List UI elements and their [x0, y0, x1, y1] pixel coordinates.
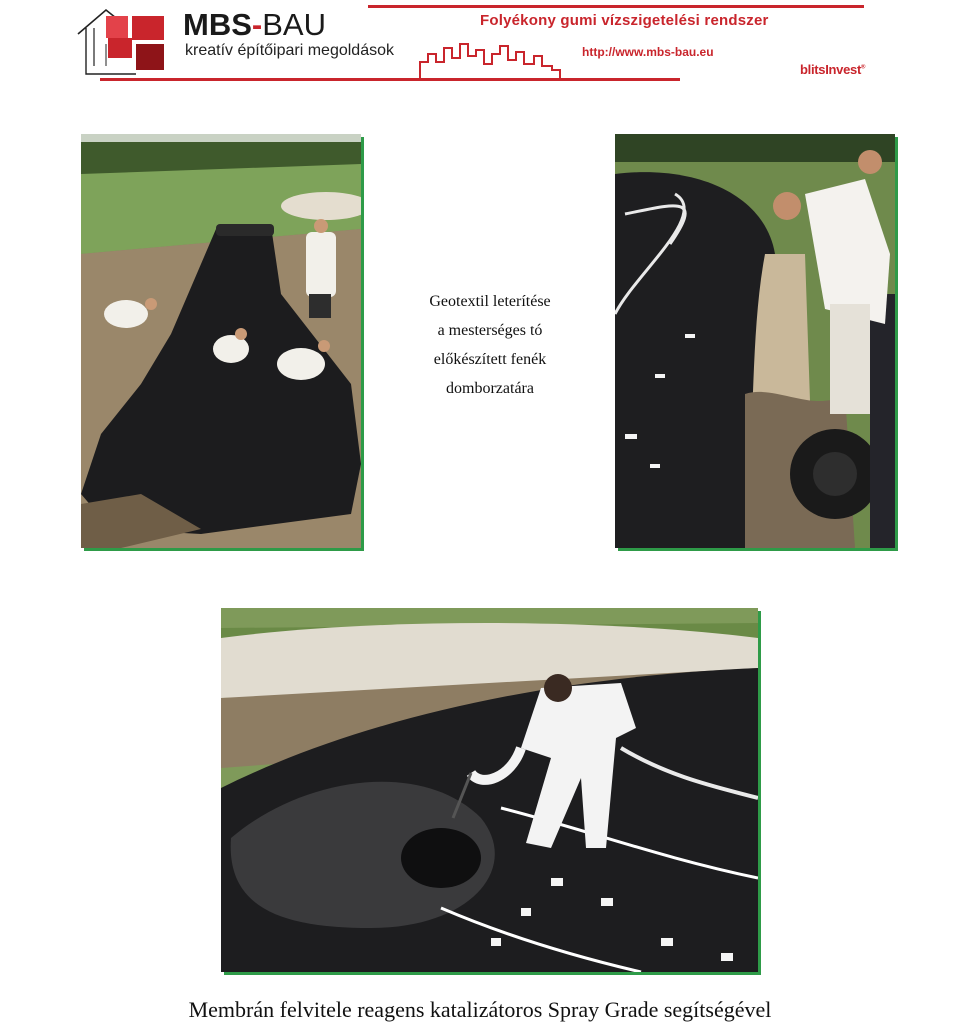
caption-line: domborzatára	[446, 380, 534, 397]
photo-pond-edge	[615, 134, 895, 548]
partner-registered-mark: ®	[861, 64, 866, 71]
caption-membrane-spray: Membrán felvitele reagens katalizátoros Spray Grade segítségével	[188, 997, 772, 1022]
photo-membrane-spraying	[221, 608, 758, 972]
caption-geotextile	[390, 287, 590, 403]
caption-line: a mesterséges tó	[437, 322, 543, 339]
caption-line: előkészített fenék	[433, 351, 547, 368]
partner-logo	[800, 62, 865, 77]
brand-name	[183, 8, 326, 42]
company-logo-icon	[76, 8, 168, 78]
page-headline: Folyékony gumi vízszigetelési rendszer	[480, 12, 769, 29]
partner-name: blitsInvest	[800, 62, 861, 77]
header-top-rule	[368, 5, 864, 8]
photo-geotextile-laying	[81, 134, 361, 548]
tagline: kreatív építőipari megoldások	[185, 42, 394, 59]
brand-name-rest: BAU	[262, 7, 326, 42]
city-skyline-icon	[418, 40, 578, 80]
header-bottom-rule	[100, 78, 680, 81]
brand-name-bold: MBS	[183, 7, 252, 42]
website-link[interactable]: http://www.mbs-bau.eu	[582, 45, 714, 59]
caption-line: Geotextil leterítése	[429, 293, 551, 310]
brand-dash: -	[251, 7, 263, 42]
